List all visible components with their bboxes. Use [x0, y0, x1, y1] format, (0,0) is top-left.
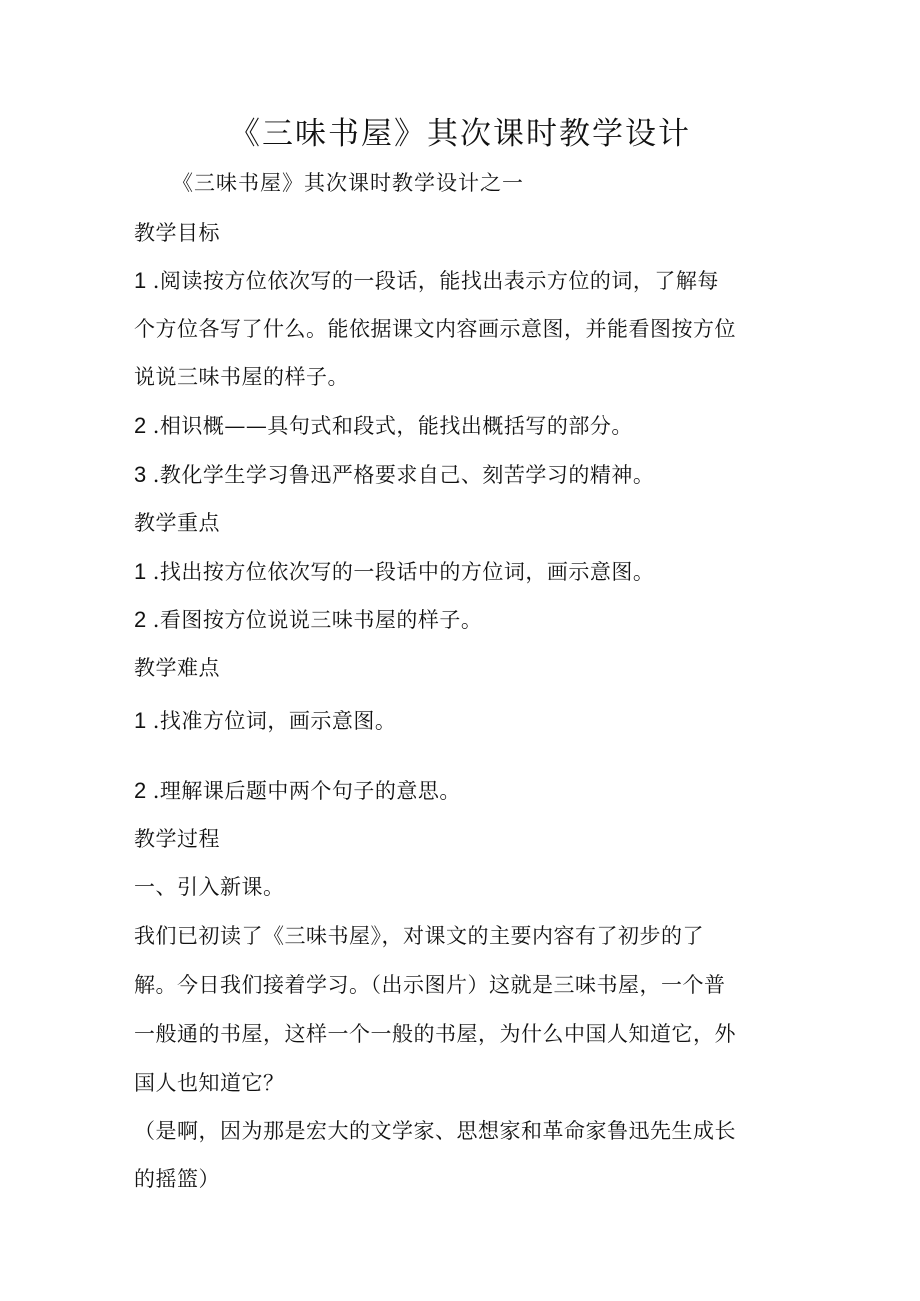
process-paragraph-2-line-2: 的摇篮） [134, 1167, 220, 1191]
goal-item-1-line-3: 说说三味书屋的样子。 [134, 365, 349, 389]
goal-item-1-text-1: .阅读按方位依次写的一段话，能找出表示方位的词，了解每 [152, 269, 719, 293]
focus-item-2 [134, 603, 794, 637]
difficulty-item-2-number: 2 [134, 778, 147, 803]
section-heading-goals: 教学目标 [134, 221, 220, 245]
focus-item-1-number: 1 [134, 559, 147, 584]
section-heading-focus: 教学重点 [134, 511, 220, 535]
section-heading-process: 教学过程 [134, 827, 220, 851]
process-paragraph-1-line-1: 我们已初读了《三味书屋》，对课文的主要内容有了初步的了 [134, 924, 704, 948]
goal-item-1-line-1 [134, 264, 794, 298]
section-heading-difficulty: 教学难点 [134, 656, 220, 680]
document-title: 《三味书屋》其次课时教学设计 [229, 116, 691, 152]
goal-item-1-number: 1 [134, 268, 147, 293]
focus-item-1 [134, 555, 794, 589]
process-paragraph-1-line-2: 解。今日我们接着学习。（出示图片）这就是三味书屋，一个普 [134, 973, 726, 997]
difficulty-item-2-text: .理解课后题中两个句子的意思。 [152, 779, 461, 803]
goal-item-1-line-2: 个方位各写了什么。能依据课文内容画示意图，并能看图按方位 [134, 317, 736, 341]
focus-item-2-number: 2 [134, 607, 147, 632]
goal-item-2-text: .相识概——具句式和段式，能找出概括写的部分。 [152, 414, 633, 438]
process-paragraph-1-line-3: 一般通的书屋，这样一个一般的书屋，为什么中国人知道它，外 [134, 1022, 736, 1046]
process-paragraph-2-line-1: （是啊，因为那是宏大的文学家、思想家和革命家鲁迅先生成长 [134, 1119, 736, 1143]
goal-item-3-number: 3 [134, 462, 147, 487]
process-paragraph-1-line-4: 国人也知道它？ [134, 1071, 285, 1095]
difficulty-item-1 [134, 704, 794, 738]
goal-item-2 [134, 409, 794, 443]
document-subtitle: 《三味书屋》其次课时教学设计之一 [172, 171, 524, 195]
goal-item-3-text: .教化学生学习鲁迅严格要求自己、刻苦学习的精神。 [152, 463, 655, 487]
focus-item-2-text: .看图按方位说说三味书屋的样子。 [152, 608, 483, 632]
process-step-1: 一、引入新课。 [134, 875, 285, 899]
goal-item-3 [134, 458, 794, 492]
goal-item-2-number: 2 [134, 413, 147, 438]
difficulty-item-1-number: 1 [134, 708, 147, 733]
difficulty-item-2 [134, 774, 794, 808]
focus-item-1-text: .找出按方位依次写的一段话中的方位词，画示意图。 [152, 560, 655, 584]
difficulty-item-1-text: .找准方位词，画示意图。 [152, 709, 397, 733]
